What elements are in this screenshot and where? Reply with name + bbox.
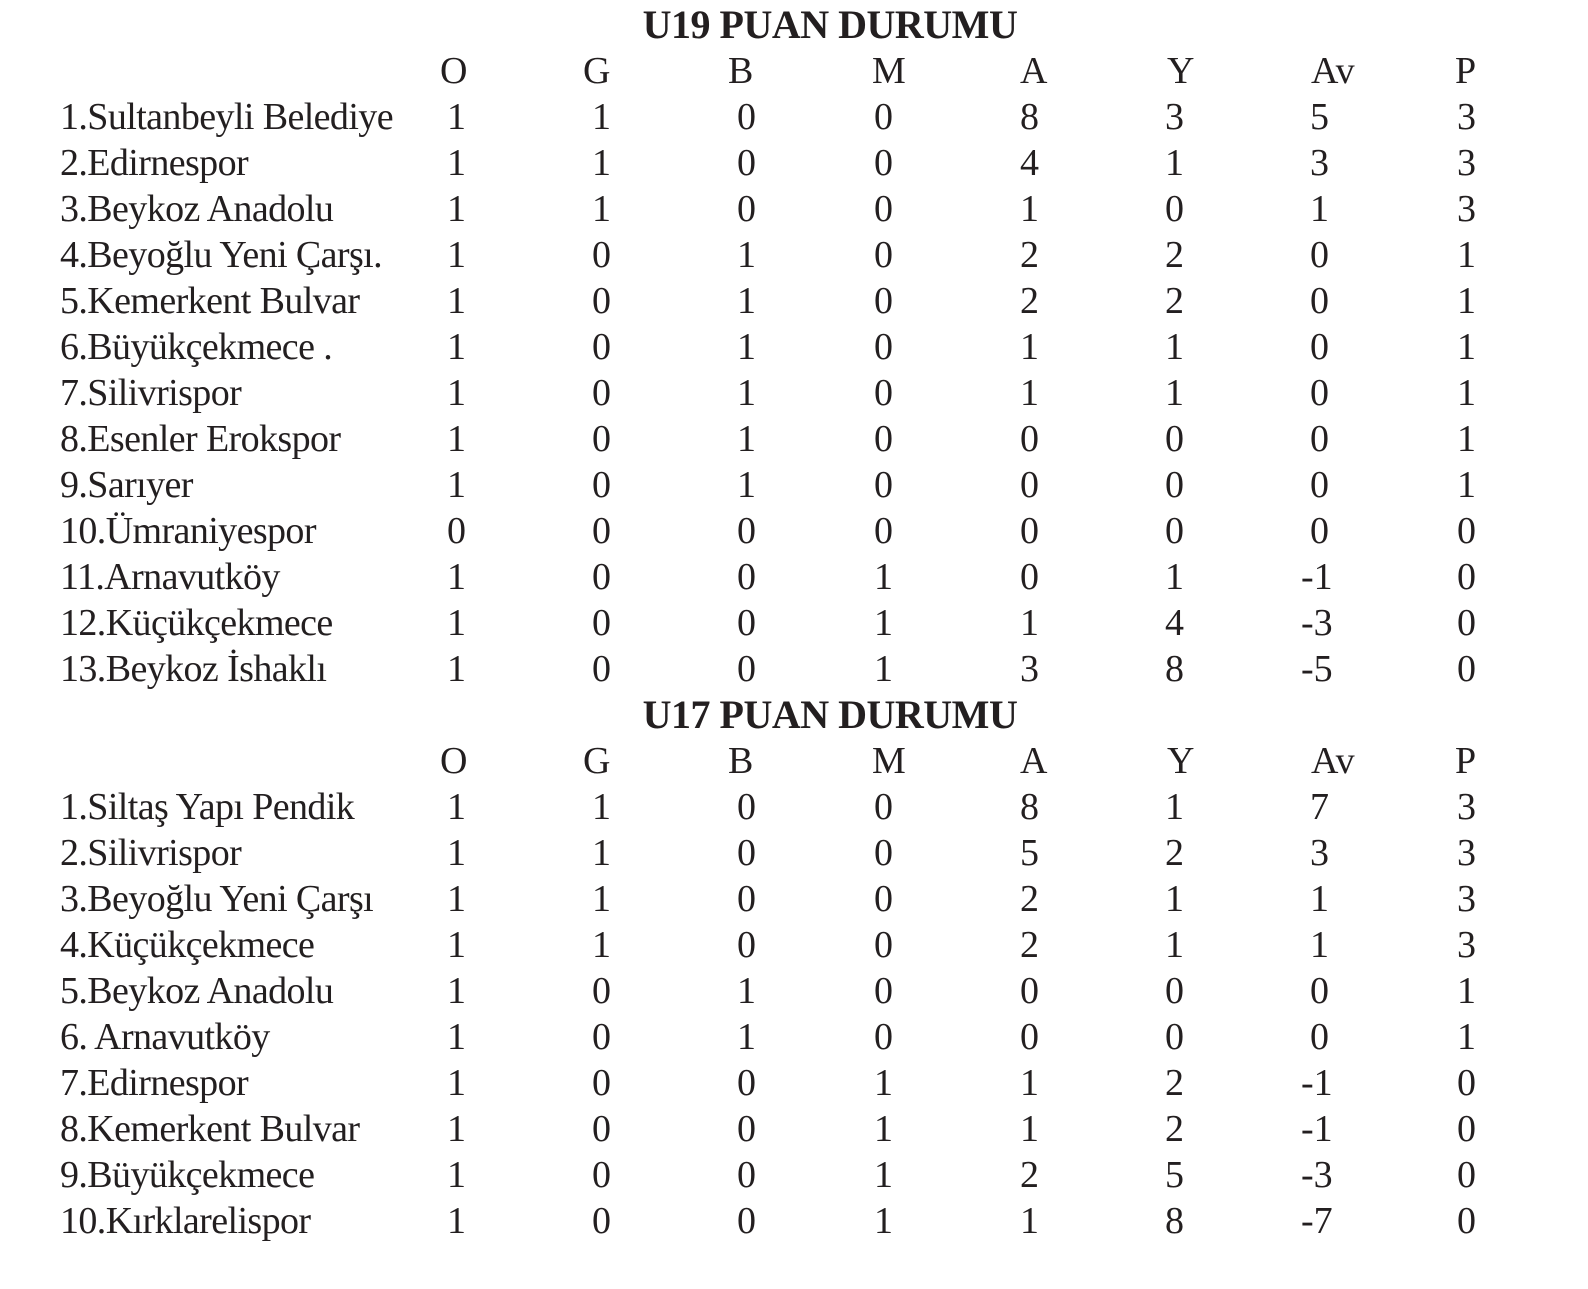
stat-cell: 0 [874, 96, 893, 138]
stat-cell: 0 [737, 1200, 756, 1242]
stat-cell: 2 [1020, 280, 1039, 322]
stat-cell: 1 [1457, 372, 1476, 414]
stat-cell: 0 [874, 510, 893, 552]
stat-cell: 0 [874, 970, 893, 1012]
stat-cell: 1 [447, 1062, 466, 1104]
table-row [0, 278, 1588, 324]
team-name: 7.Silivrispor [60, 372, 242, 414]
stat-cell: 0 [1310, 464, 1329, 506]
stat-cell: -5 [1301, 648, 1333, 690]
stat-cell: 0 [1165, 1016, 1184, 1058]
stat-cell: 8 [1165, 1200, 1184, 1242]
stat-cell: -3 [1301, 1154, 1333, 1196]
stat-cell: 1 [1020, 1200, 1039, 1242]
column-header: M [872, 740, 906, 782]
u19-title: U19 PUAN DURUMU [642, 2, 1018, 47]
table-row [0, 1106, 1588, 1152]
team-name: 1.Sultanbeyli Belediye [60, 96, 393, 138]
stat-cell: 4 [1020, 142, 1039, 184]
stat-cell: 1 [1165, 786, 1184, 828]
stat-cell: 1 [447, 188, 466, 230]
stat-cell: 3 [1457, 832, 1476, 874]
stat-cell: 0 [1457, 1062, 1476, 1104]
stat-cell: 1 [874, 1200, 893, 1242]
stat-cell: 2 [1020, 924, 1039, 966]
stat-cell: 1 [447, 556, 466, 598]
stat-cell: 0 [1310, 280, 1329, 322]
stat-cell: 2 [1020, 878, 1039, 920]
stat-cell: 0 [592, 234, 611, 276]
team-name: 8.Esenler Erokspor [60, 418, 341, 460]
team-name: 4.Beyoğlu Yeni Çarşı. [60, 234, 383, 276]
column-header: Y [1167, 50, 1195, 92]
team-name: 7.Edirnespor [60, 1062, 249, 1104]
table-row [0, 1152, 1588, 1198]
stat-cell: 0 [737, 188, 756, 230]
stat-cell: 0 [737, 648, 756, 690]
stat-cell: 0 [874, 188, 893, 230]
stat-cell: 0 [592, 326, 611, 368]
stat-cell: 1 [1020, 326, 1039, 368]
table-row [0, 646, 1588, 692]
stat-cell: 0 [874, 1016, 893, 1058]
stat-cell: 0 [874, 832, 893, 874]
table-row [0, 1198, 1588, 1244]
stat-cell: 0 [1457, 1154, 1476, 1196]
table-row [0, 94, 1588, 140]
stat-cell: 0 [1457, 1108, 1476, 1150]
stat-cell: 0 [874, 464, 893, 506]
stat-cell: 0 [592, 1200, 611, 1242]
team-name: 10.Ümraniyespor [60, 510, 316, 552]
stat-cell: 0 [1165, 464, 1184, 506]
stat-cell: 0 [737, 96, 756, 138]
column-header: Av [1311, 740, 1355, 782]
team-name: 13.Beykoz İshaklı [60, 648, 327, 690]
stat-cell: 0 [1165, 188, 1184, 230]
stat-cell: -3 [1301, 602, 1333, 644]
stat-cell: 2 [1165, 1108, 1184, 1150]
stat-cell: 1 [737, 464, 756, 506]
stat-cell: 1 [447, 234, 466, 276]
stat-cell: 1 [737, 418, 756, 460]
stat-cell: 1 [737, 280, 756, 322]
stat-cell: 3 [1020, 648, 1039, 690]
stat-cell: 1 [737, 326, 756, 368]
stat-cell: 3 [1457, 188, 1476, 230]
stat-cell: 5 [1020, 832, 1039, 874]
team-name: 11.Arnavutköy [60, 556, 280, 598]
stat-cell: 0 [737, 142, 756, 184]
column-header: O [440, 740, 468, 782]
stat-cell: 3 [1457, 96, 1476, 138]
stat-cell: 0 [874, 142, 893, 184]
stat-cell: 0 [592, 464, 611, 506]
stat-cell: 1 [1165, 372, 1184, 414]
stat-cell: 0 [1020, 1016, 1039, 1058]
team-name: 8.Kemerkent Bulvar [60, 1108, 360, 1150]
table-row [0, 1014, 1588, 1060]
stat-cell: 0 [1020, 464, 1039, 506]
stat-cell: 4 [1165, 602, 1184, 644]
stat-cell: 1 [447, 96, 466, 138]
stat-cell: -1 [1301, 1062, 1333, 1104]
column-header: P [1455, 740, 1477, 782]
stat-cell: 0 [592, 970, 611, 1012]
table-row [0, 922, 1588, 968]
stat-cell: 1 [592, 924, 611, 966]
stat-cell: 1 [1020, 1062, 1039, 1104]
stat-cell: 1 [1457, 418, 1476, 460]
stat-cell: 0 [592, 1016, 611, 1058]
stat-cell: 8 [1020, 96, 1039, 138]
stat-cell: 3 [1457, 924, 1476, 966]
stat-cell: -1 [1301, 1108, 1333, 1150]
team-name: 5.Kemerkent Bulvar [60, 280, 360, 322]
table-row [0, 186, 1588, 232]
stat-cell: 1 [1457, 970, 1476, 1012]
column-header: G [583, 740, 611, 782]
stat-cell: 1 [447, 602, 466, 644]
column-header: Av [1311, 50, 1355, 92]
stat-cell: 1 [447, 786, 466, 828]
team-name: 9.Büyükçekmece [60, 1154, 315, 1196]
column-header: A [1020, 50, 1048, 92]
stat-cell: 0 [737, 510, 756, 552]
column-header: P [1455, 50, 1477, 92]
table-row [0, 462, 1588, 508]
stat-cell: 1 [1310, 924, 1329, 966]
team-name: 1.Siltaş Yapı Pendik [60, 786, 355, 828]
stat-cell: 0 [737, 1154, 756, 1196]
stat-cell: 1 [447, 648, 466, 690]
column-header: A [1020, 740, 1048, 782]
stat-cell: 1 [447, 280, 466, 322]
team-name: 4.Küçükçekmece [60, 924, 315, 966]
stat-cell: 1 [592, 878, 611, 920]
stat-cell: 1 [447, 1016, 466, 1058]
stat-cell: 0 [592, 510, 611, 552]
stat-cell: 5 [1165, 1154, 1184, 1196]
stat-cell: 0 [1165, 970, 1184, 1012]
u19-column-header-row [0, 48, 1588, 94]
stat-cell: 1 [874, 648, 893, 690]
stat-cell: 0 [874, 234, 893, 276]
team-name: 5.Beykoz Anadolu [60, 970, 334, 1012]
stat-cell: 1 [1020, 602, 1039, 644]
table-row [0, 554, 1588, 600]
stat-cell: 1 [874, 1108, 893, 1150]
stat-cell: 0 [592, 648, 611, 690]
stat-cell: 3 [1310, 142, 1329, 184]
stat-cell: 1 [1310, 878, 1329, 920]
stat-cell: 1 [1020, 1108, 1039, 1150]
stat-cell: 0 [1310, 418, 1329, 460]
stat-cell: 1 [592, 832, 611, 874]
stat-cell: 1 [447, 1108, 466, 1150]
stat-cell: 1 [1457, 280, 1476, 322]
stat-cell: 1 [1165, 556, 1184, 598]
stat-cell: 1 [1457, 464, 1476, 506]
stat-cell: 0 [737, 1108, 756, 1150]
stat-cell: 1 [447, 418, 466, 460]
stat-cell: 1 [1457, 234, 1476, 276]
stat-cell: 1 [447, 326, 466, 368]
stat-cell: 0 [737, 602, 756, 644]
table-row [0, 508, 1588, 554]
stat-cell: 0 [447, 510, 466, 552]
stat-cell: 0 [874, 326, 893, 368]
stat-cell: 3 [1310, 832, 1329, 874]
stat-cell: 0 [1165, 510, 1184, 552]
stat-cell: 1 [737, 970, 756, 1012]
team-name: 9.Sarıyer [60, 464, 193, 506]
stat-cell: 0 [592, 372, 611, 414]
stat-cell: 0 [592, 1062, 611, 1104]
table-row [0, 232, 1588, 278]
column-header: Y [1167, 740, 1195, 782]
table-row [0, 830, 1588, 876]
u17-column-header-row [0, 738, 1588, 784]
stat-cell: 2 [1020, 234, 1039, 276]
column-header: G [583, 50, 611, 92]
column-header: B [728, 50, 754, 92]
stat-cell: 1 [447, 142, 466, 184]
table-row [0, 324, 1588, 370]
stat-cell: 0 [874, 418, 893, 460]
stat-cell: 1 [447, 1200, 466, 1242]
column-header: B [728, 740, 754, 782]
stat-cell: 0 [1457, 510, 1476, 552]
team-name: 6.Büyükçekmece . [60, 326, 333, 368]
stat-cell: 1 [874, 1062, 893, 1104]
stat-cell: 1 [447, 878, 466, 920]
team-name: 3.Beykoz Anadolu [60, 188, 334, 230]
stat-cell: 3 [1457, 786, 1476, 828]
team-name: 2.Edirnespor [60, 142, 249, 184]
stat-cell: 0 [1457, 602, 1476, 644]
stat-cell: 2 [1165, 832, 1184, 874]
stat-cell: 1 [447, 464, 466, 506]
stat-cell: 0 [1457, 556, 1476, 598]
stat-cell: 0 [592, 280, 611, 322]
stat-cell: 3 [1457, 878, 1476, 920]
table-row [0, 600, 1588, 646]
stat-cell: 0 [1310, 234, 1329, 276]
team-name: 3.Beyoğlu Yeni Çarşı [60, 878, 374, 920]
team-name: 10.Kırklarelispor [60, 1200, 311, 1242]
stat-cell: 0 [1165, 418, 1184, 460]
stat-cell: 0 [874, 786, 893, 828]
stat-cell: 1 [874, 556, 893, 598]
stat-cell: 1 [737, 372, 756, 414]
table-row [0, 784, 1588, 830]
stat-cell: 1 [1165, 142, 1184, 184]
stat-cell: 1 [447, 924, 466, 966]
stat-cell: 0 [592, 418, 611, 460]
table-row [0, 1060, 1588, 1106]
column-header: M [872, 50, 906, 92]
stat-cell: 1 [447, 832, 466, 874]
stat-cell: 0 [874, 878, 893, 920]
stat-cell: 1 [592, 786, 611, 828]
column-header: O [440, 50, 468, 92]
stat-cell: 1 [1165, 326, 1184, 368]
u17-title: U17 PUAN DURUMU [642, 692, 1018, 737]
stat-cell: 1 [737, 234, 756, 276]
stat-cell: 0 [737, 786, 756, 828]
stat-cell: 2 [1165, 1062, 1184, 1104]
stat-cell: 0 [1020, 418, 1039, 460]
table-row [0, 968, 1588, 1014]
stat-cell: 0 [874, 280, 893, 322]
stat-cell: 1 [592, 142, 611, 184]
table-row [0, 876, 1588, 922]
stat-cell: 1 [1165, 878, 1184, 920]
stat-cell: 0 [737, 556, 756, 598]
stat-cell: -1 [1301, 556, 1333, 598]
stat-cell: 0 [592, 556, 611, 598]
stat-cell: 1 [1310, 188, 1329, 230]
stat-cell: 0 [1310, 970, 1329, 1012]
stat-cell: 0 [1310, 372, 1329, 414]
stat-cell: 0 [1020, 970, 1039, 1012]
stat-cell: 0 [592, 1108, 611, 1150]
stat-cell: 1 [447, 1154, 466, 1196]
stat-cell: 1 [1165, 924, 1184, 966]
stat-cell: 1 [1457, 326, 1476, 368]
stat-cell: 1 [447, 372, 466, 414]
stat-cell: 1 [737, 1016, 756, 1058]
stat-cell: 1 [874, 602, 893, 644]
stat-cell: 1 [592, 96, 611, 138]
stat-cell: 1 [592, 188, 611, 230]
stat-cell: 0 [1457, 1200, 1476, 1242]
stat-cell: 0 [1310, 326, 1329, 368]
stat-cell: 8 [1020, 786, 1039, 828]
team-name: 6. Arnavutköy [60, 1016, 270, 1058]
table-row [0, 140, 1588, 186]
stat-cell: 1 [1457, 1016, 1476, 1058]
stat-cell: 0 [874, 372, 893, 414]
stat-cell: 0 [1310, 510, 1329, 552]
stat-cell: 0 [1310, 1016, 1329, 1058]
stat-cell: 0 [1020, 556, 1039, 598]
stat-cell: 1 [1020, 188, 1039, 230]
stat-cell: 2 [1020, 1154, 1039, 1196]
stat-cell: 1 [1020, 372, 1039, 414]
table-row [0, 416, 1588, 462]
stat-cell: 0 [592, 602, 611, 644]
stat-cell: -7 [1301, 1200, 1333, 1242]
stat-cell: 0 [737, 1062, 756, 1104]
stat-cell: 2 [1165, 234, 1184, 276]
stat-cell: 0 [1457, 648, 1476, 690]
table-row [0, 370, 1588, 416]
stat-cell: 8 [1165, 648, 1184, 690]
stat-cell: 0 [737, 832, 756, 874]
stat-cell: 2 [1165, 280, 1184, 322]
stat-cell: 3 [1165, 96, 1184, 138]
stat-cell: 1 [447, 970, 466, 1012]
stat-cell: 7 [1310, 786, 1329, 828]
stat-cell: 1 [874, 1154, 893, 1196]
stat-cell: 0 [737, 878, 756, 920]
team-name: 2.Silivrispor [60, 832, 242, 874]
stat-cell: 0 [592, 1154, 611, 1196]
stat-cell: 5 [1310, 96, 1329, 138]
stat-cell: 3 [1457, 142, 1476, 184]
stat-cell: 0 [874, 924, 893, 966]
stat-cell: 0 [737, 924, 756, 966]
stat-cell: 0 [1020, 510, 1039, 552]
team-name: 12.Küçükçekmece [60, 602, 333, 644]
